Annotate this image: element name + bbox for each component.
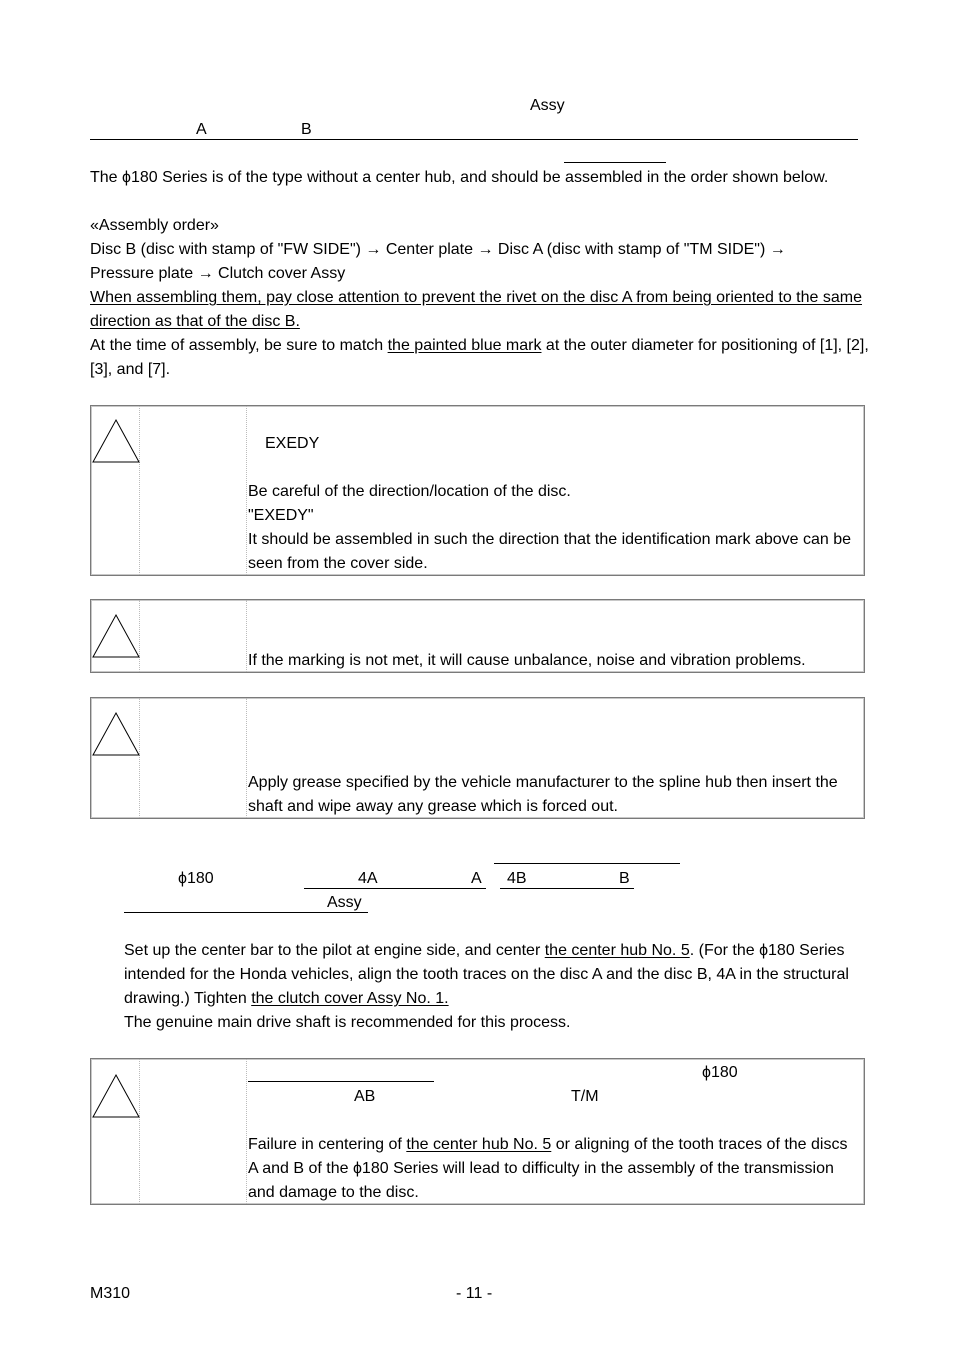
section-a: A <box>471 870 482 887</box>
caution-box-centering <box>90 1058 865 1205</box>
caution-line: Be careful of the direction/location of the disc. <box>248 483 571 500</box>
caution-brand: EXEDY <box>265 435 320 452</box>
caution-text: If the marking is not met, it will cause unbalance, noise and vibration problems. <box>248 652 806 669</box>
caution-text <box>248 1133 860 1205</box>
caution-tm: T/M <box>571 1088 599 1105</box>
section-b: B <box>619 870 630 887</box>
heading-b: B <box>301 121 312 138</box>
page-number: - 11 - <box>456 1285 493 1302</box>
blue-mark-paragraph <box>90 334 870 382</box>
caution-box-marking <box>90 599 865 673</box>
clutch-cover-text: the clutch cover Assy No. 1. <box>251 990 449 1007</box>
caution-text: Apply grease specified by the vehicle manufacturer to the spline hub then insert the shaft and wipe away any grease which is forced out. <box>248 774 838 815</box>
caution-rule <box>248 1081 434 1082</box>
section-assy: Assy <box>327 894 362 911</box>
caution-pre: Failure in centering of <box>248 1136 407 1153</box>
assembly-order-text: Disc B (disc with stamp of "FW SIDE") → Center plate → Disc A (disc with stamp of "TM SIDE") → Pressure plate → Clutch cover Assy <box>90 241 786 282</box>
intro-paragraph: The ϕ180 Series is of the type without a center hub, and should be assembled in the order shown below. <box>90 169 829 186</box>
section-rule-top <box>494 863 680 864</box>
caution-ab: AB <box>354 1088 376 1105</box>
document-id: M310 <box>90 1285 131 1302</box>
caution-box-exedy <box>90 405 865 576</box>
caution-box-grease <box>90 697 865 819</box>
warning-triangle-icon <box>91 613 141 659</box>
centering-paragraph <box>124 939 849 1011</box>
heading-a: A <box>196 121 207 138</box>
caution-line: "EXEDY" <box>248 507 314 524</box>
section-4b: 4B <box>507 870 527 887</box>
caution-line: It should be assembled in such the direction that the identification mark above can be seen from the cover side. <box>248 531 852 572</box>
section-rule-4a <box>304 888 486 889</box>
assembly-order-title: «Assembly order» <box>90 217 219 234</box>
center-hub-text: the center hub No. 5 <box>544 942 690 959</box>
heading-assy: Assy <box>530 97 565 114</box>
blue-mark-text: the painted blue mark <box>387 337 542 354</box>
caution-post: or aligning of the tooth traces of the discs A and B of the ϕ180 Series will lead to difficulty in the assembly of the transmission and damage to the disc. <box>248 1136 848 1201</box>
blue-mark-pre: At the time of assembly, be sure to match <box>90 337 388 354</box>
caution-phi: ϕ180 <box>702 1064 738 1081</box>
center-hub-text: the center hub No. 5 <box>406 1136 552 1153</box>
centering-mid: . (For the ϕ180 Series intended for the Honda vehicles, align the tooth traces on the disc A and the disc B, 4A in the structural drawing.) Tighten <box>124 942 849 1007</box>
warning-triangle-icon <box>91 418 141 464</box>
heading-rule <box>90 139 858 140</box>
warning-triangle-icon <box>91 711 141 757</box>
drive-shaft-note: The genuine main drive shaft is recommended for this process. <box>124 1014 571 1031</box>
centering-pre: Set up the center bar to the pilot at engine side, and center <box>124 942 545 959</box>
rivet-warning: When assembling them, pay close attention to prevent the rivet on the disc A from being oriented to the same direction as that of the disc B. <box>90 289 862 330</box>
short-rule <box>564 162 666 163</box>
section-4a: 4A <box>358 870 378 887</box>
blue-mark-post: at the outer diameter for positioning of [1], [2], [3], and [7]. <box>90 337 869 378</box>
caution-text <box>248 480 860 576</box>
warning-triangle-icon <box>91 1073 141 1119</box>
section-phi: ϕ180 <box>178 870 214 887</box>
